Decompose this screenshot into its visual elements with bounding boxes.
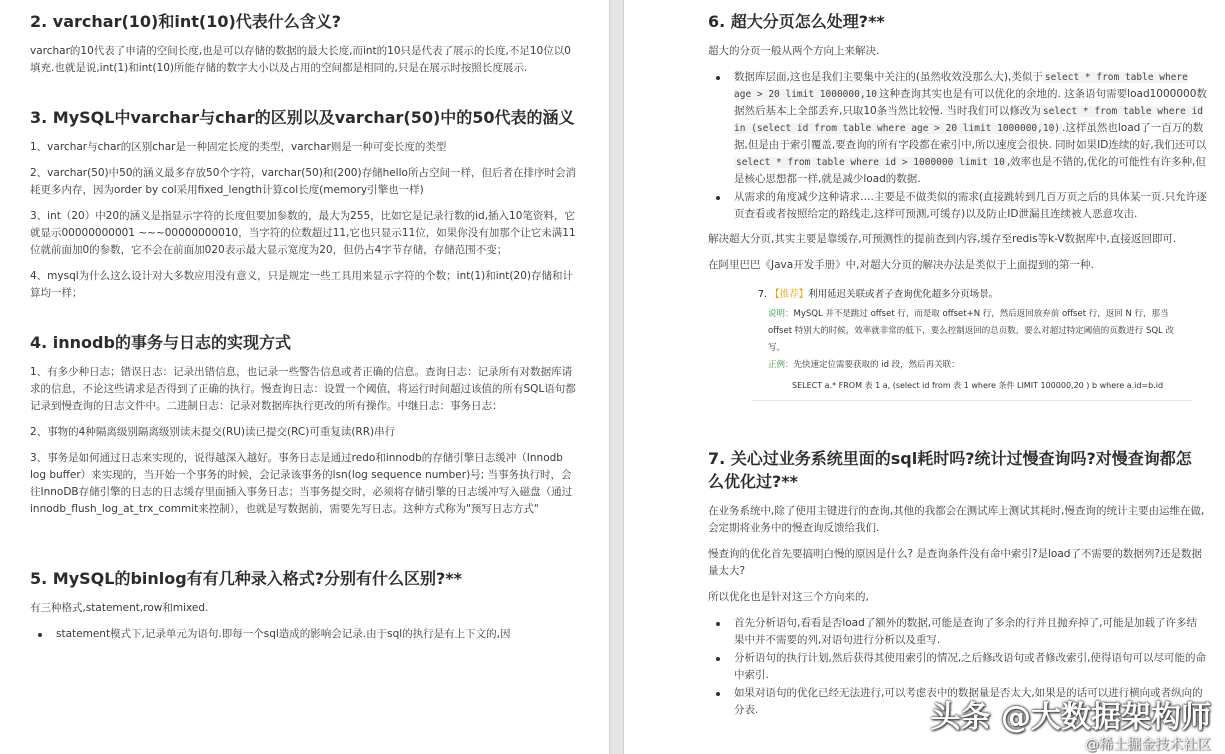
section-6 [708,10,1207,401]
section-2-paragraph: varchar的10代表了申请的空间长度,也是可以存储的数据的最大长度,而int的10只是代表了展示的长度,不足10位以0填充.也就是说,int(1)和int(10)所能存储的数字大小以及占用的空间都是相同的,只是在展示时按照长度展示. [30,45,571,74]
rule-number: 7. [758,289,768,300]
example-text: 先快速定位需要获取的 id 段，然后再关联： [793,360,960,370]
section-6-paragraph-3: 在阿里巴巴《Java开发手册》中,对超大分页的解决办法是类似于上面提到的第一种. [708,259,1094,271]
section-3-title: 3. MySQL中varchar与char的区别以及varchar(50)中的50代表的涵义 [30,108,575,127]
list-item: statement模式下,记录单元为语句.即每一个sql造成的影响会记录.由于sql的执行是有上下文的,因 [30,626,579,643]
section-3-paragraph-4: 4、mysql为什么这么设计对大多数应用没有意义，只是规定一些工具用来显示字符的个数；int(1)和int(20)存储和计算均一样； [30,270,573,299]
spacer [30,86,579,106]
section-6-title: 6. 超大分页怎么处理?** [708,12,885,31]
section-4-paragraph-2: 2、事物的4种隔离级别隔离级别读未提交(RU)读已提交(RC)可重复读(RR)串行 [30,426,396,438]
section-3 [30,106,579,302]
recommend-tag: 【推荐】 [770,289,809,300]
inline-code: select * from table where age > 20 limit 1000000,10 [734,72,1188,100]
section-2 [30,10,579,77]
text-run: 这种查询其实也是有可以优化的余地的. 这条语句需要load1000000数据然后基本上全部丢弃,只取10条当然比较慢. 当时我们可以修改为 [734,88,1207,117]
section-6-paragraph-2: 解决超大分页,其实主要是靠缓存,可预测性的提前查到内容,缓存至redis等k-V数据库中,直接返回即可. [708,233,1177,245]
section-6-list [708,69,1207,223]
section-7-paragraph-3: 所以优化也是针对这三个方向来的, [708,591,869,603]
section-7 [708,447,1207,719]
note-label: 说明： [768,309,794,319]
section-5 [30,567,579,643]
watermark-sub: @稀土掘金技术社区 [1085,737,1211,753]
section-5-title: 5. MySQL的binlog有有几种录入格式?分别有什么区别?** [30,569,463,588]
text-run: 数据库层面,这也是我们主要集中关注的(虽然收效没那么大),类似于 [734,71,1043,83]
left-page [0,0,609,754]
section-3-paragraph-2: 2、varchar(50)中50的涵义最多存放50个字符，varchar(50)和(200)存储hello所占空间一样，但后者在排序时会消耗更多内存，因为order by col采用fixed_length计算col长度(memory引擎也一样) [30,167,576,196]
page-gutter [609,0,624,754]
spacer [30,527,579,567]
right-page [624,0,1225,754]
section-4 [30,331,579,518]
text-run: .这样虽然也load了一百万的数据,但是由于索引覆盖,要查询的所有字段都在索引中,所以速度会很快. 同时如果ID连续的好,我们还可以 [734,122,1207,151]
section-7-paragraph-2: 慢查询的优化首先要搞明白慢的原因是什么? 是查询条件没有命中索引?是load了不需要的数据列?还是数据量太大? [708,548,1202,577]
section-6-intro: 超大的分页一般从两个方向上来解决. [708,45,880,57]
list-item [708,69,1207,188]
inline-code: select * from table where id > 1000000 limit 10 [736,157,1005,168]
section-4-title: 4. innodb的事务与日志的实现方式 [30,333,291,352]
watermark-main: 头条 @大数据架构师 [930,700,1211,735]
section-5-list [30,626,579,643]
section-4-paragraph-3: 3、事务是如何通过日志来实现的，说得越深入越好。事务日志是通过redo和innodb的存储引擎日志缓冲（Innodb log buffer）来实现的，当开始一个事务的时候，会记录该事务的lsn(log sequence number)号; 当事务执行时，会往InnoDB存储引擎的日志的日志缓存里面插入事务日志；当事务提交时，必须将存储引擎的日志缓冲写入磁盘（通过innodb_flush_log_at_trx_commit来控制），也就是写数据前，需要先写日志。这种方式称为"预写日志方式" [30,452,573,515]
excerpt-example [758,357,1186,374]
excerpt-rule [758,287,1186,303]
note-text: MySQL 并不是跳过 offset 行，而是取 offset+N 行，然后返回放弃前 offset 行，返回 N 行，那当 offset 特别大的时候，效率就非常的低下，要么控制返回的总页数，要么对超过特定阈值的页数进行 SQL 改写。 [768,309,1174,353]
inline-code: select * from table where id in (select id from table where age > 20 limit 1000000,10) [734,106,1204,134]
alibaba-manual-excerpt [752,283,1192,401]
watermark [931,700,1211,754]
excerpt-sql: SELECT a.* FROM 表 1 a, (select id from 表 1 where 条件 LIMIT 100000,20 ) b where a.id=b.id [792,381,1164,390]
section-7-paragraph-1: 在业务系统中,除了使用主键进行的查询,其他的我都会在测试库上测试其耗时,慢查询的统计主要由运维在做,会定期将业务中的慢查询反馈给我们. [708,505,1205,534]
section-4-paragraph-1: 1、有多少种日志；错误日志：记录出错信息，也记录一些警告信息或者正确的信息。查询日志：记录所有对数据库请求的信息，不论这些请求是否得到了正确的执行。慢查询日志：设置一个阈值，将运行时间超过该值的所有SQL语句都记录到慢查询的日志文件中。二进制日志：记录对数据库执行更改的所有操作。中继日志：事务日志： [30,366,576,412]
spacer [708,411,1207,447]
section-3-paragraph-3: 3、int（20）中20的涵义是指显示字符的长度但要加参数的，最大为255，比如它是记录行数的id,插入10笔资料，它就显示00000000001 ~~~00000000010，当字符的位数超过11,它也只显示11位，如果你没有加那个让它未满11位就前面加0的参数，它不会在前面加020表示最大显示宽度为20，但仍占4字节存储，存储范围不变； [30,210,576,256]
excerpt-note [758,306,1186,357]
list-item: 分析语句的执行计划,然后获得其使用索引的情况,之后修改语句或者修改索引,使得语句可以尽可能的命中索引. [708,650,1207,684]
section-3-paragraph-1: 1、varchar与char的区别char是一种固定长度的类型，varchar则是一种可变长度的类型 [30,141,447,153]
list-item: 如果对语句的优化已经无法进行,可以考虑表中的数据量是否太大,如果是的话可以进行横向或者纵向的分表. [708,685,1207,719]
rule-text: 利用延迟关联或者子查询优化超多分页场景。 [808,289,999,300]
list-item: 从需求的角度减少这种请求….主要是不做类似的需求(直接跳转到几百万页之后的具体某一页.只允许逐页查看或者按照给定的路线走,这样可预测,可缓存)以及防止ID泄漏且连续被人恶意攻击. [708,189,1207,223]
spacer [30,311,579,331]
section-5-paragraph: 有三种格式,statement,row和mixed. [30,602,209,614]
section-2-title: 2. varchar(10)和int(10)代表什么含义? [30,12,342,31]
section-7-title: 7. 关心过业务系统里面的sql耗时吗?统计过慢查询吗?对慢查询都怎么优化过?** [708,449,1192,491]
list-item: 首先分析语句,看看是否load了额外的数据,可能是查询了多余的行并且抛弃掉了,可能是加载了许多结果中并不需要的列,对语句进行分析以及重写. [708,615,1207,649]
example-label: 正例： [768,360,794,370]
text-run: ,效率也是不错的,优化的可能性有许多种,但是核心思想都一样,就是减少load的数据. [734,156,1206,185]
